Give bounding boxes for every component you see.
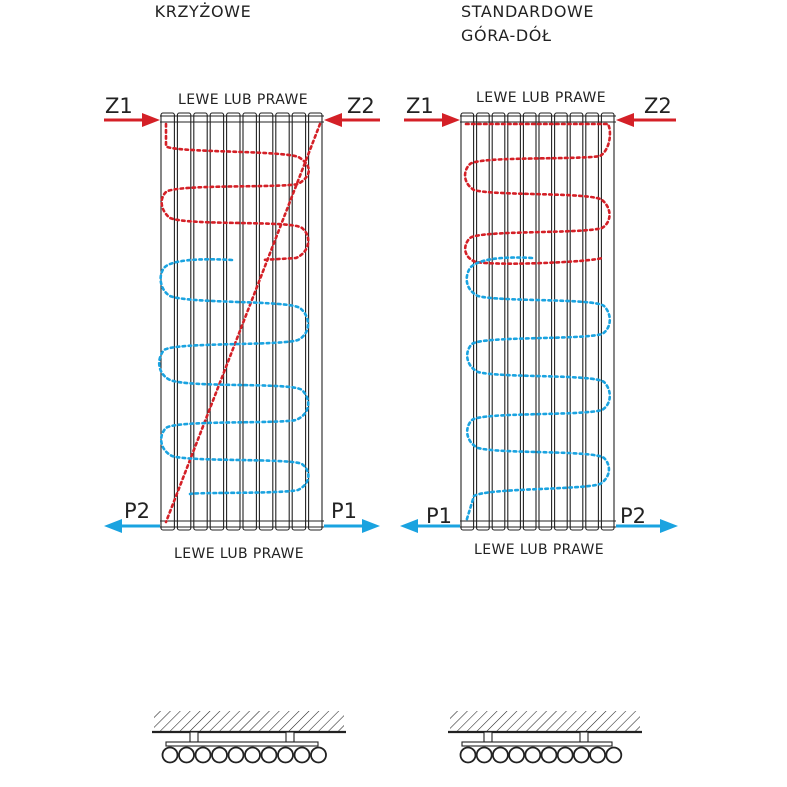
tube-cross-section (590, 748, 605, 763)
tube-cross-section (477, 748, 492, 763)
radiator-tube (259, 113, 272, 530)
radiator-tube (276, 113, 289, 530)
diagram-title: KRZYŻOWE (154, 2, 252, 21)
bottom-connection-label: LEWE LUB PRAWE (474, 542, 604, 558)
tube-cross-section (212, 748, 227, 763)
supply-port-right: Z2 (347, 94, 375, 118)
radiator-tube (161, 113, 174, 530)
return-port-left: P1 (426, 504, 453, 528)
tube-cross-section (558, 748, 573, 763)
radiator-tube (492, 113, 505, 530)
return-port-right: P2 (620, 504, 647, 528)
diagram-title: STANDARDOWE (461, 2, 595, 21)
radiator-tube (177, 113, 190, 530)
diagram-subtitle: GÓRA-DÓŁ (461, 26, 552, 45)
tube-cross-section (311, 748, 326, 763)
tube-cross-section (574, 748, 589, 763)
radiator-tube (243, 113, 256, 530)
radiator-tube (309, 113, 322, 530)
tube-cross-section (163, 748, 178, 763)
return-port-right: P1 (331, 499, 358, 523)
radiator-tube (194, 113, 207, 530)
wall-mount-icon (448, 711, 642, 763)
diagram-standard (400, 2, 678, 763)
radiator-tube (508, 113, 521, 530)
tube-cross-section (525, 748, 540, 763)
tube-cross-section (493, 748, 508, 763)
radiator-body (460, 113, 616, 530)
diagram-cross (104, 2, 380, 763)
radiator-tube (523, 113, 536, 530)
top-connection-label: LEWE LUB PRAWE (476, 90, 606, 106)
top-connection-label: LEWE LUB PRAWE (178, 92, 308, 108)
radiator-tube (227, 113, 240, 530)
tube-cross-section (606, 748, 621, 763)
tube-cross-section (295, 748, 310, 763)
radiator-tube (586, 113, 599, 530)
radiator-tube (461, 113, 474, 530)
tube-cross-section (196, 748, 211, 763)
supply-port-right: Z2 (644, 94, 672, 118)
radiator-tube (210, 113, 223, 530)
tube-cross-section (262, 748, 277, 763)
radiator-tube (477, 113, 490, 530)
tube-cross-section (229, 748, 244, 763)
tube-cross-section (245, 748, 260, 763)
wall-mount-icon (152, 711, 346, 763)
supply-port-left: Z1 (105, 94, 133, 118)
radiator-tube (570, 113, 583, 530)
radiator-tube (539, 113, 552, 530)
bottom-connection-label: LEWE LUB PRAWE (174, 546, 304, 562)
radiator-tube (555, 113, 568, 530)
return-port-left: P2 (124, 499, 151, 523)
tube-cross-section (509, 748, 524, 763)
tube-cross-section (542, 748, 557, 763)
tube-cross-section (461, 748, 476, 763)
tube-cross-section (278, 748, 293, 763)
tube-cross-section (179, 748, 194, 763)
supply-port-left: Z1 (406, 94, 434, 118)
